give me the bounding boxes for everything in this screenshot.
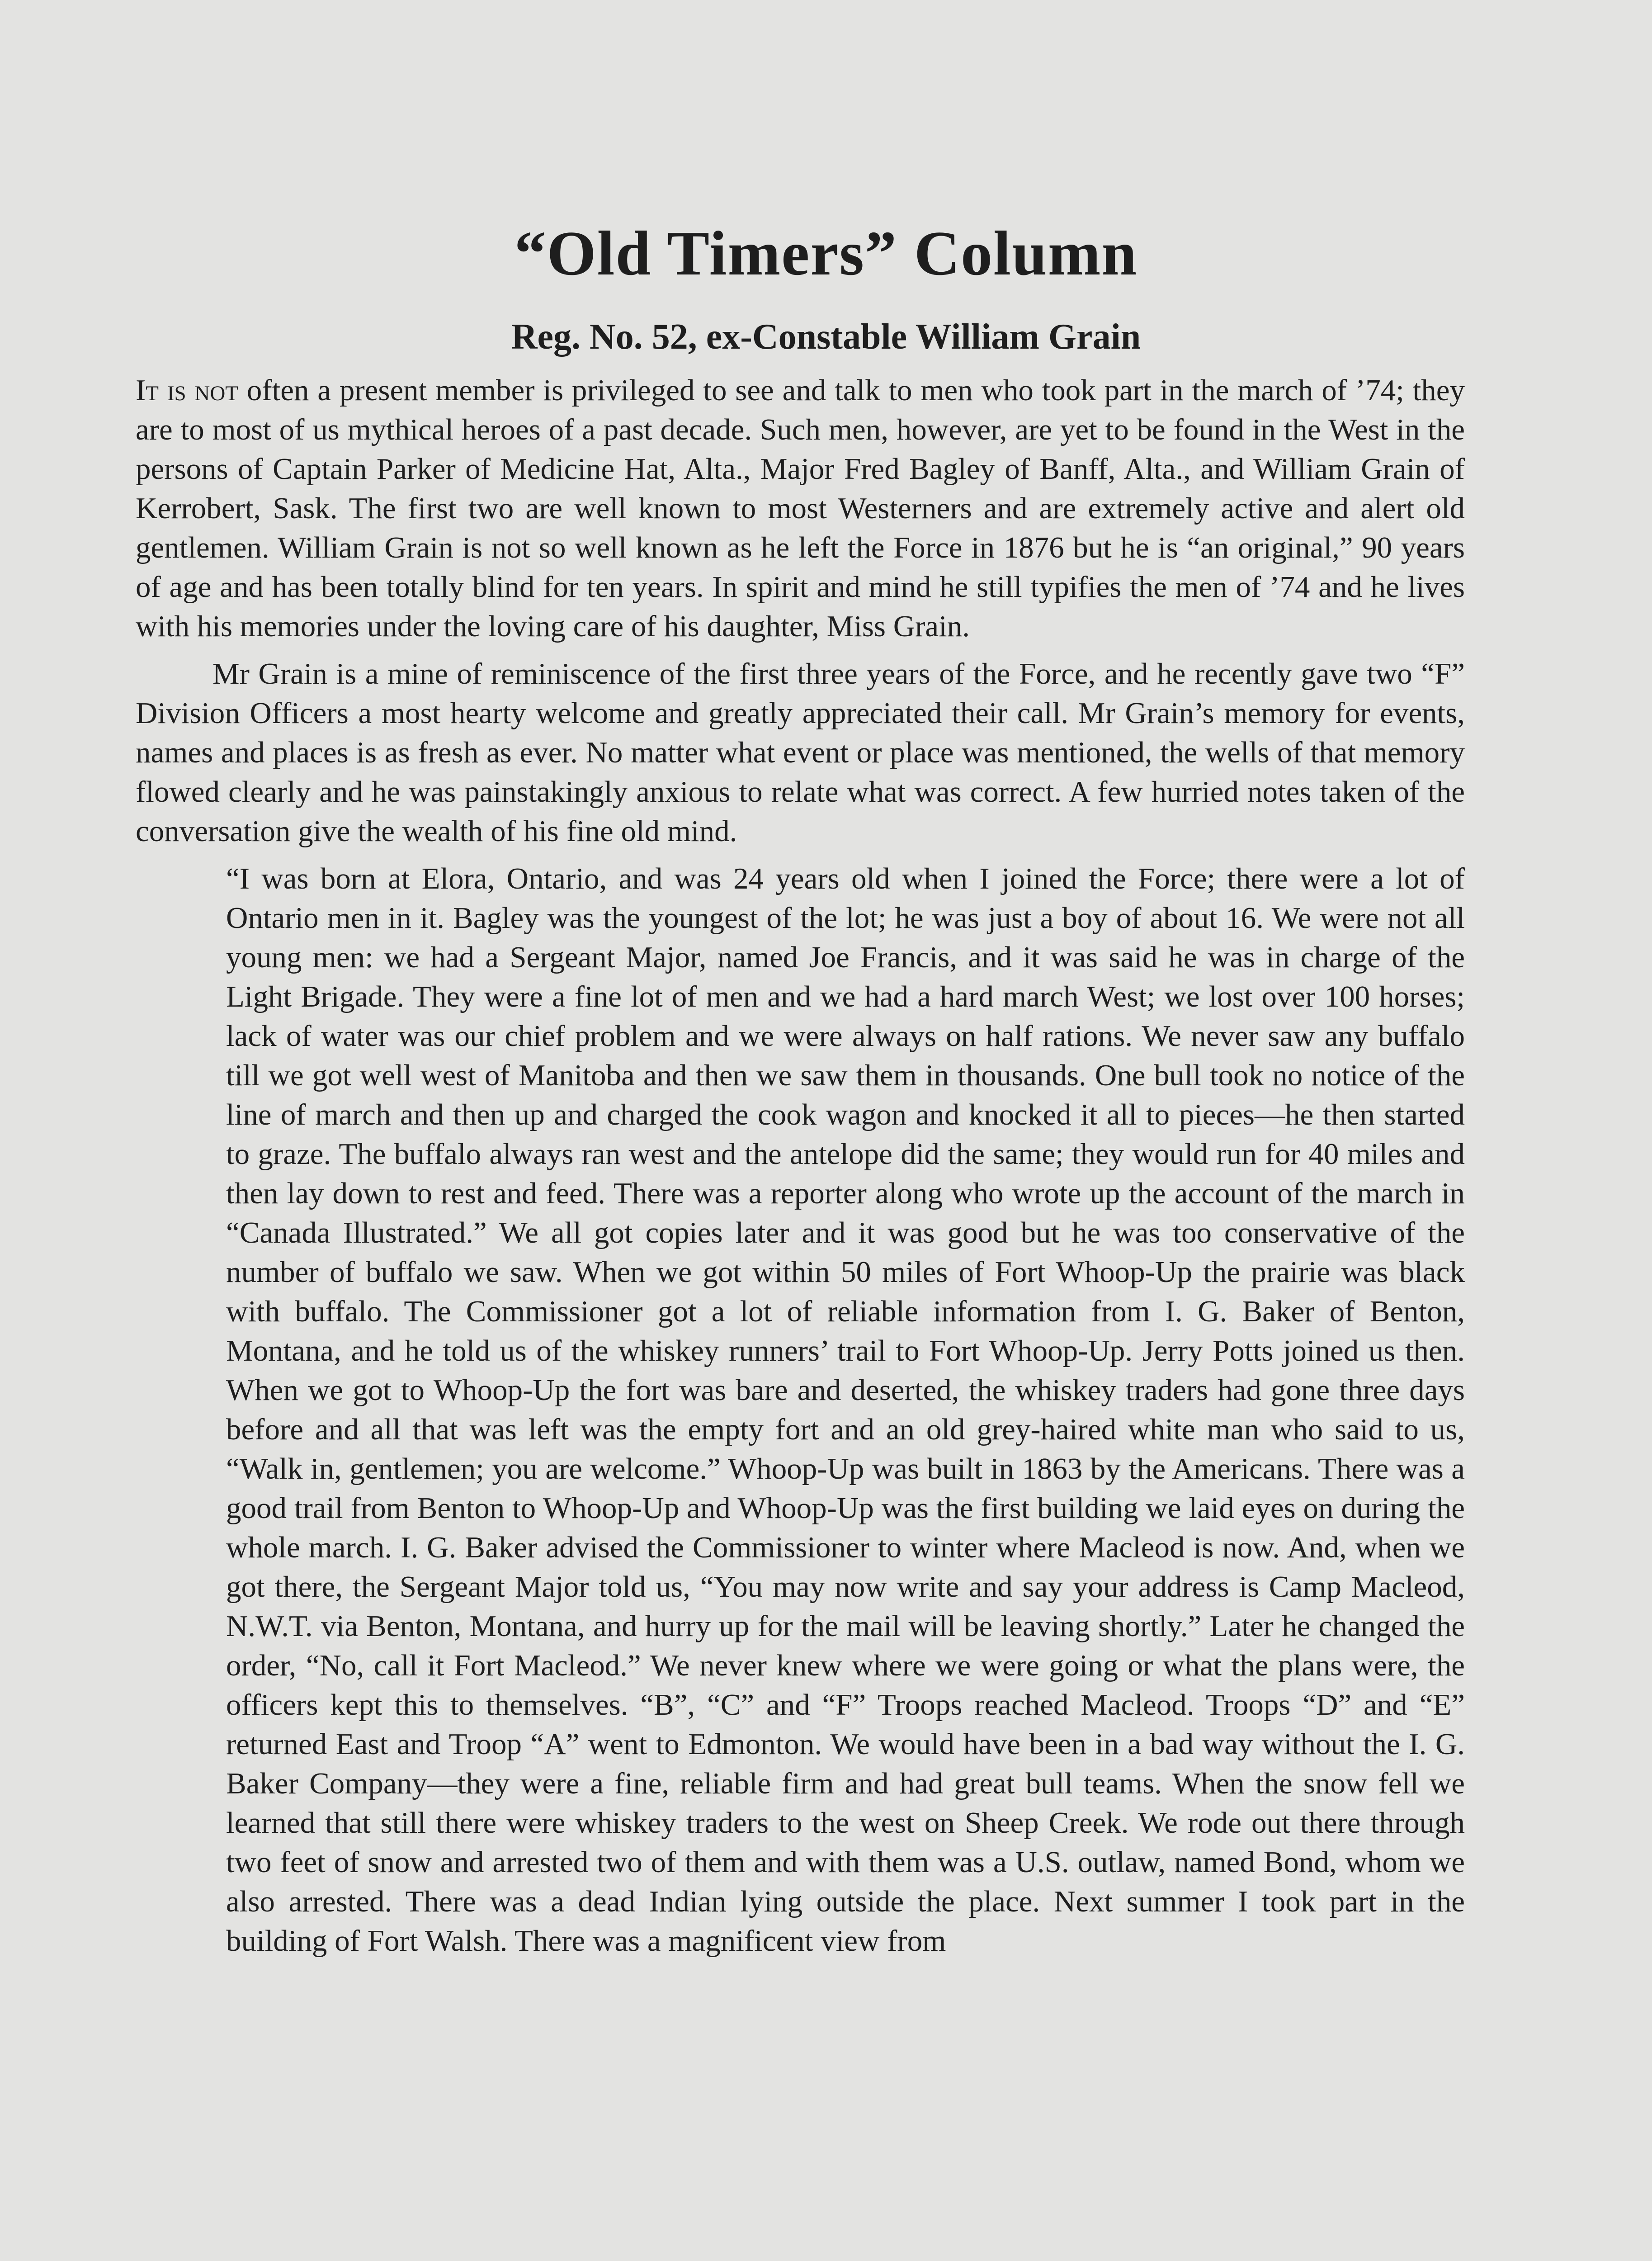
paragraph-quote: “I was born at Elora, Ontario, and was 24 years old when I joined the Force; there were a lot of Ontario men in it. Bagley was the youngest of the lot; he was just a boy of about 16. We were not all young men: we had a Sergeant Major, named Joe Francis, and it was said he was in charge of the Light Brigade. They were a fine lot of men and we had a hard march West; we lost over 100 horses; lack of water was our chief problem and we were always on half rations. We never saw any buffalo till we got well west of Manitoba and then we saw them in thousands. One bull took no notice of the line of march and then up and charged the cook wagon and knocked it all to pieces—he then started to graze. The buffalo always ran west and the antelope did the same; they would run for 40 miles and then lay down to rest and feed. There was a reporter along who wrote up the account of the march in “Canada Illustrated.” We all got copies later and it was good but he was too conservative of the number of buffalo we saw. When we got within 50 miles of Fort Whoop-Up the prairie was black with buffalo. The Commissioner got a lot of reliable information from I. G. Baker of Benton, Montana, and he told us of the whiskey runners’ trail to Fort Whoop-Up. Jerry Potts joined us then. When we got to Whoop-Up the fort was bare and deserted, the whiskey traders had gone three days before and all that was left was the empty fort and an old grey-haired white man who said to us, “Walk in, gentlemen; you are welcome.” Whoop-Up was built in 1863 by the Americans. There was a good trail from Benton to Whoop-Up and Whoop-Up was the first building we laid eyes on during the whole march. I. G. Baker advised the Commissioner to winter where Macleod is now. And, when we got there, the Sergeant Major told us, “You may now write and say your address is Camp Macleod, N.W.T. via Benton, Montana, and hurry up for the mail will be leaving shortly.” Later he changed the order, “No, call it Fort Macleod.” We never knew where we were going or what the plans were, the officers kept this to themselves. “B”, “C” and “F” Troops reached Macleod. Troops “D” and “E” returned East and Troop “A” went to Edmonton. We would have been in a bad way without the I. G. Baker Company—they were a fine, reliable firm and had great bull teams. When the snow fell we learned that still there were whiskey traders to the west on Sheep Creek. We rode out there through two feet of snow and arrested two of them and with them was a U.S. outlaw, named Bond, whom we also arrested. There was a dead Indian lying outside the place. Next summer I took part in the building of Fort Walsh. There was a magnificent view from: [226, 862, 1465, 1958]
paragraph-lead-smallcaps: It is not: [136, 374, 239, 407]
paragraph-intro-text: often a present member is privileged to see and talk to men who took part in the march of ’74; they are to most of us mythical heroes of a past decade. Such men, however, are yet to be found in the West in the persons of Captain Parker of Medicine Hat, Alta., Major Fred Bagley of Banff, Alta., and William Grain of Kerrobert, Sask. The first two are well known to most Westerners and are extremely active and alert old gentlemen. William Grain is not so well known as he left the Force in 1876 but he is “an original,” 90 years of age and has been totally blind for ten years. In spirit and mind he still typifies the men of ’74 and he lives with his memories under the loving care of his daughter, Miss Grain.: [136, 374, 1465, 643]
paragraph-intro: [136, 371, 1465, 646]
paragraph-reminiscence: Mr Grain is a mine of reminiscence of the first three years of the Force, and he recently gave two “F” Division Officers a most hearty welcome and greatly appreciated their call. Mr Grain’s memory for events, names and places is as fresh as ever. No matter what event or place was mentioned, the wells of that memory flowed clearly and he was painstakingly anxious to relate what was correct. A few hurried notes taken of the conversation give the wealth of his fine old mind.: [136, 657, 1465, 848]
article-subtitle: Reg. No. 52, ex-Constable William Grain: [511, 317, 1141, 357]
article-body: [136, 371, 1465, 1961]
article-title: “Old Timers” Column: [514, 218, 1138, 289]
